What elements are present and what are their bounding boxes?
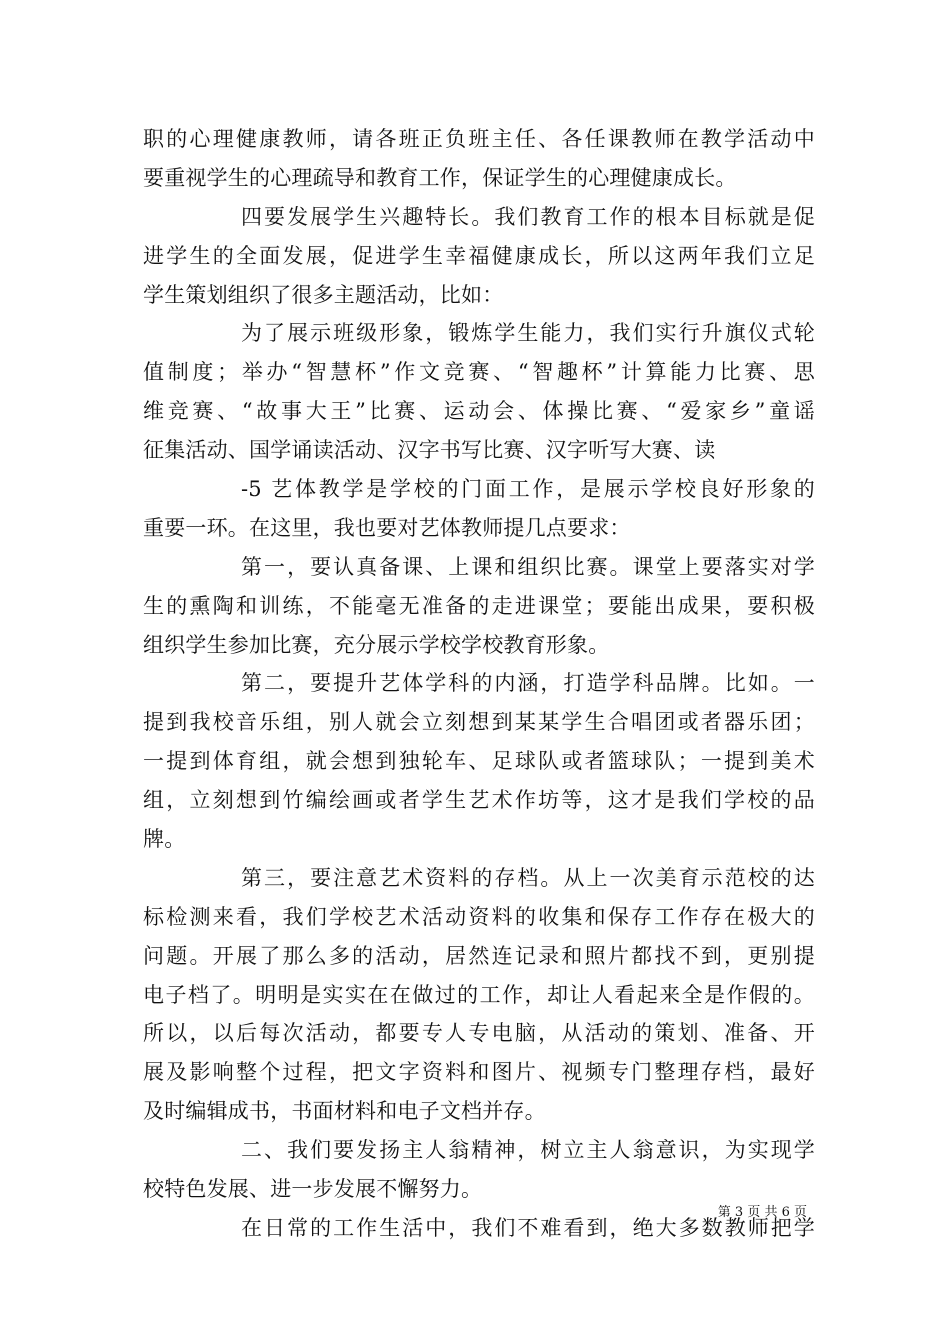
text-line: 生的熏陶和训练，不能毫无准备的走进课堂；要能出成果，要积极 [143,593,815,618]
text-line: 职的心理健康教师，请各班正负班主任、各任课教师在教学活动中 [143,127,815,151]
paragraph-start-line: 二、我们要发扬主人翁精神，树立主人翁意识，为实现学 [241,1138,815,1163]
text-line: 重要一环。在这里，我也要对艺体教师提几点要求： [143,515,631,540]
text-line: 所以，以后每次活动，都要专人专电脑，从活动的策划、准备、开 [143,1021,815,1046]
paragraph-start-line: 四要发展学生兴趣特长。我们教育工作的根本目标就是促 [241,204,815,229]
text-line: 学生策划组织了很多主题活动，比如： [143,282,504,307]
text-line: 组织学生参加比赛，充分展示学校学校教育形象。 [143,632,610,657]
paragraph-start-line: 第二，要提升艺体学科的内涵，打造学科品牌。比如。一 [241,671,815,696]
text-line: 组，立刻想到竹编绘画或者学生艺术作坊等，这才是我们学校的品 [143,788,815,813]
text-line: 展及影响整个过程，把文字资料和图片、视频专门整理存档，最好 [143,1060,815,1085]
text-line: 征集活动、国学诵读活动、汉字书写比赛、汉字听写大赛、读 [143,438,716,463]
text-line: 电子档了。明明是实实在在做过的工作，却让人看起来全是作假的。 [143,982,815,1007]
text-line: 标检测来看，我们学校艺术活动资料的收集和保存工作存在极大的 [143,904,815,929]
page-number-footer: 第 3 页 共 6 页 [717,1205,807,1220]
paragraph-start-line: 在日常的工作生活中，我们不难看到，绝大多数教师把学 [241,1215,815,1240]
text-line: 校特色发展、进一步发展不懈努力。 [143,1177,483,1202]
document-body [143,120,815,1248]
text-line: 牌。 [143,827,186,852]
text-line: 值制度；举办“智慧杯”作文竞赛、“智趣杯”计算能力比赛、思 [143,360,815,385]
text-line: 问题。开展了那么多的活动，居然连记录和照片都找不到，更别提 [143,943,815,968]
text-line: 维竞赛、“故事大王”比赛、运动会、体操比赛、“爱家乡”童谣 [143,399,815,424]
paragraph-start-line: -5 艺体教学是学校的门面工作，是展示学校良好形象的 [241,477,815,502]
paragraph-start-line: 第三，要注意艺术资料的存档。从上一次美育示范校的达 [241,865,815,890]
text-line: 一提到体育组，就会想到独轮车、足球队或者篮球队；一提到美术 [143,749,815,774]
paragraph-start-line: 为了展示班级形象，锻炼学生能力，我们实行升旗仪式轮 [241,321,815,346]
text-line: 进学生的全面发展，促进学生幸福健康成长，所以这两年我们立足 [143,243,815,268]
text-line: 及时编辑成书，书面材料和电子文档并存。 [143,1099,546,1124]
paragraph-start-line: 第一，要认真备课、上课和组织比赛。课堂上要落实对学 [241,554,815,579]
text-line: 提到我校音乐组，别人就会立刻想到某某学生合唱团或者器乐团； [143,710,815,735]
text-line: 要重视学生的心理疏导和教育工作，保证学生的心理健康成长。 [143,165,737,190]
